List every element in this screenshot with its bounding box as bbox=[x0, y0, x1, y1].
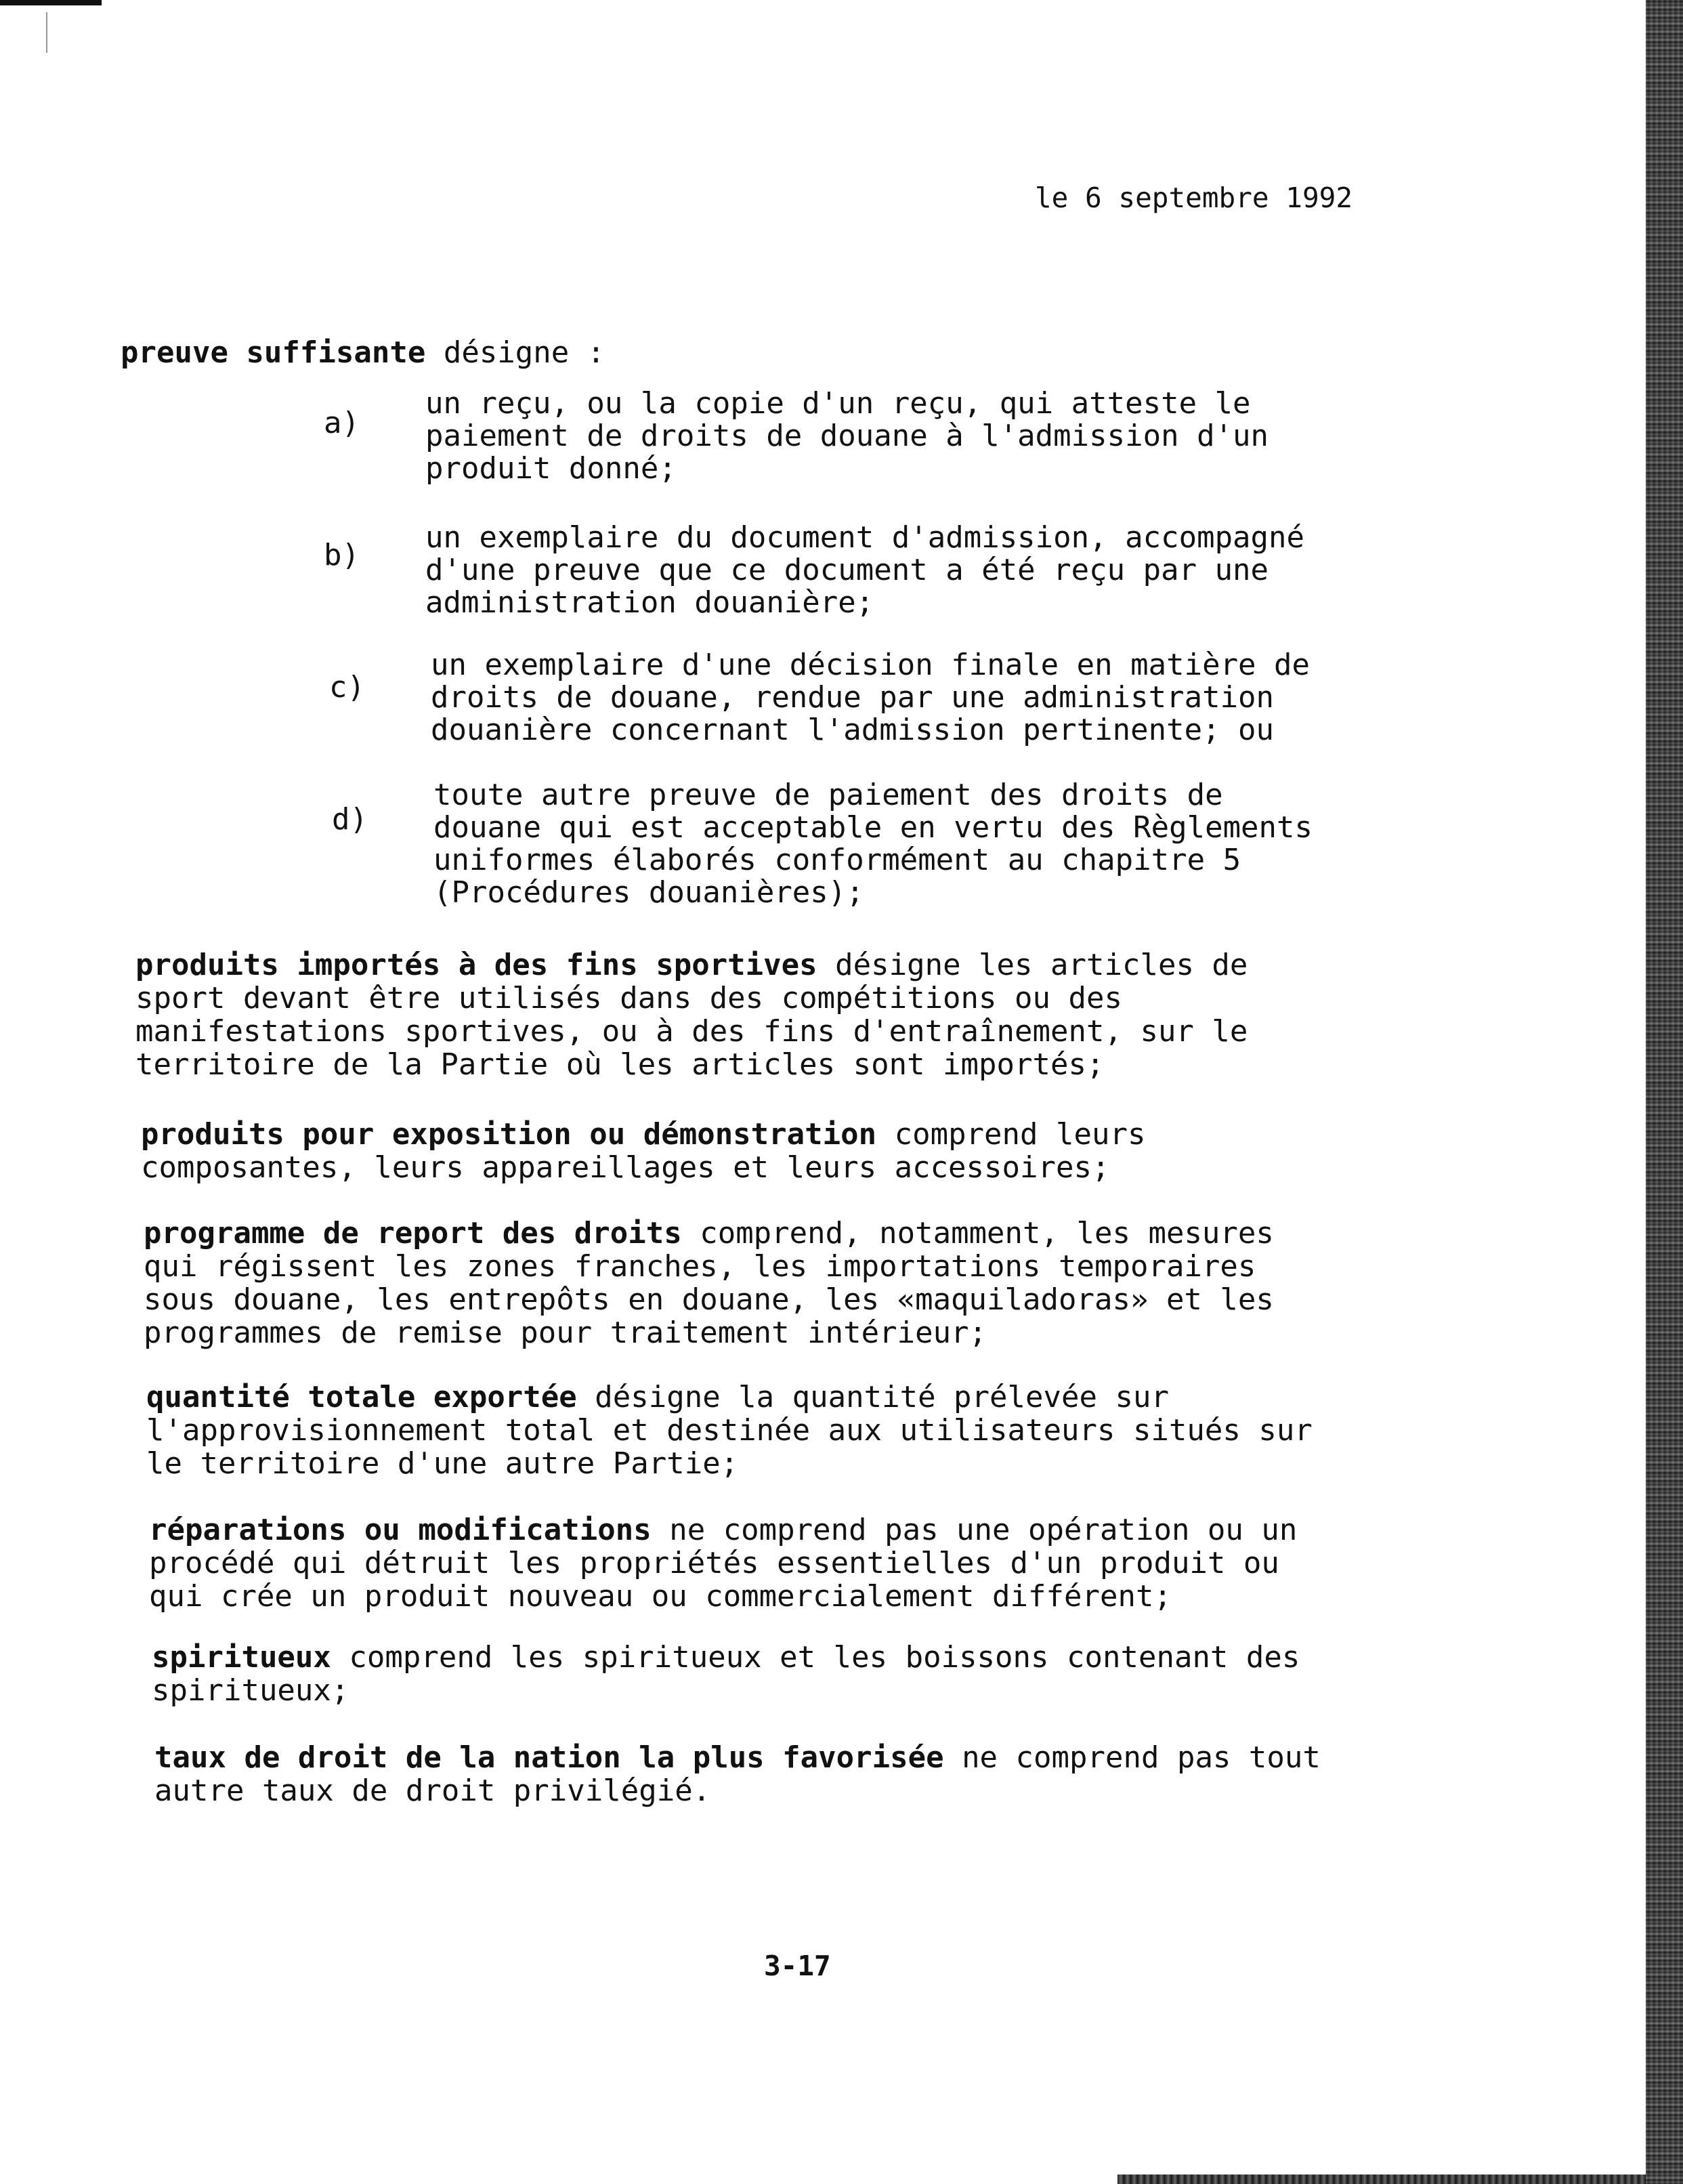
definition-term: preuve suffisante bbox=[121, 335, 426, 370]
definition-term: spiritueux bbox=[152, 1640, 331, 1675]
list-item-label: b) bbox=[324, 538, 360, 572]
list-item-label: d) bbox=[332, 802, 368, 837]
definition-text: ne comprend pas tout autre taux de droit privilégié. bbox=[154, 1740, 1321, 1808]
definition-programme-report bbox=[144, 1217, 1274, 1349]
list-item-text: toute autre preuve de paiement des droits de douane qui est acceptable en vertu des Règlements uniformes élaborés conformément au chapitre 5 (Procédures douanières); bbox=[433, 778, 1313, 910]
definition-reparations bbox=[149, 1513, 1297, 1613]
definition-produits-exposition bbox=[141, 1118, 1145, 1184]
scan-mark bbox=[46, 12, 47, 53]
definition-text: comprend leurs composantes, leurs appareillages et leurs accessoires; bbox=[141, 1117, 1146, 1185]
definition-spiritueux bbox=[152, 1641, 1300, 1707]
definition-term: réparations ou modifications bbox=[149, 1513, 652, 1547]
definition-produits-sportives bbox=[135, 948, 1248, 1081]
scan-edge-bottom bbox=[1117, 2175, 1646, 2184]
definition-taux-de-droit bbox=[154, 1741, 1321, 1807]
page-number: 3-17 bbox=[764, 1950, 831, 1982]
definition-preuve-suffisante bbox=[121, 336, 605, 369]
definition-quantite-totale bbox=[146, 1381, 1313, 1480]
definition-term: programme de report des droits bbox=[144, 1216, 682, 1251]
definition-text: désigne : bbox=[425, 335, 605, 370]
definition-term: produits importés à des fins sportives bbox=[135, 948, 817, 982]
definition-term: produits pour exposition ou démonstration bbox=[141, 1117, 877, 1152]
definition-text: désigne les articles de sport devant être utilisés dans des compétitions ou des manifestations sportives, ou à des fins d'entraînement, sur le territoire de la Partie où les articles sont importés; bbox=[135, 948, 1248, 1082]
definition-term: taux de droit de la nation la plus favorisée bbox=[154, 1740, 944, 1775]
list-item-text: un reçu, ou la copie d'un reçu, qui atteste le paiement de droits de douane à l'admission d'un produit donné; bbox=[425, 386, 1269, 486]
definition-text: désigne la quantité prélevée sur l'approvisionnement total et destinée aux utilisateurs situés sur le territoire d'une autre Partie; bbox=[146, 1380, 1313, 1481]
definition-text: ne comprend pas une opération ou un procédé qui détruit les propriétés essentielles d'un produit ou qui crée un produit nouveau ou commercialement différent; bbox=[149, 1513, 1298, 1614]
list-item-text: un exemplaire du document d'admission, accompagné d'une preuve que ce document a été reçu par une administration douanière; bbox=[425, 520, 1305, 620]
definition-text: comprend les spiritueux et les boissons contenant des spiritueux; bbox=[152, 1640, 1300, 1708]
document-date: le 6 septembre 1992 bbox=[1035, 182, 1352, 214]
list-item-label: a) bbox=[324, 406, 360, 440]
definition-text: comprend, notamment, les mesures qui régissent les zones franches, les importations temporaires sous douane, les entrepôts en douane, les «maquiladoras» et les programmes de remise pour traitement intérieur; bbox=[144, 1216, 1274, 1350]
definition-term: quantité totale exportée bbox=[146, 1380, 577, 1414]
list-item-text: un exemplaire d'une décision finale en matière de droits de douane, rendue par une administration douanière concernant l'admission pertinente; ou bbox=[431, 648, 1311, 747]
scan-edge bbox=[1646, 0, 1683, 2184]
top-rule bbox=[0, 0, 102, 5]
list-item-label: c) bbox=[329, 670, 365, 705]
